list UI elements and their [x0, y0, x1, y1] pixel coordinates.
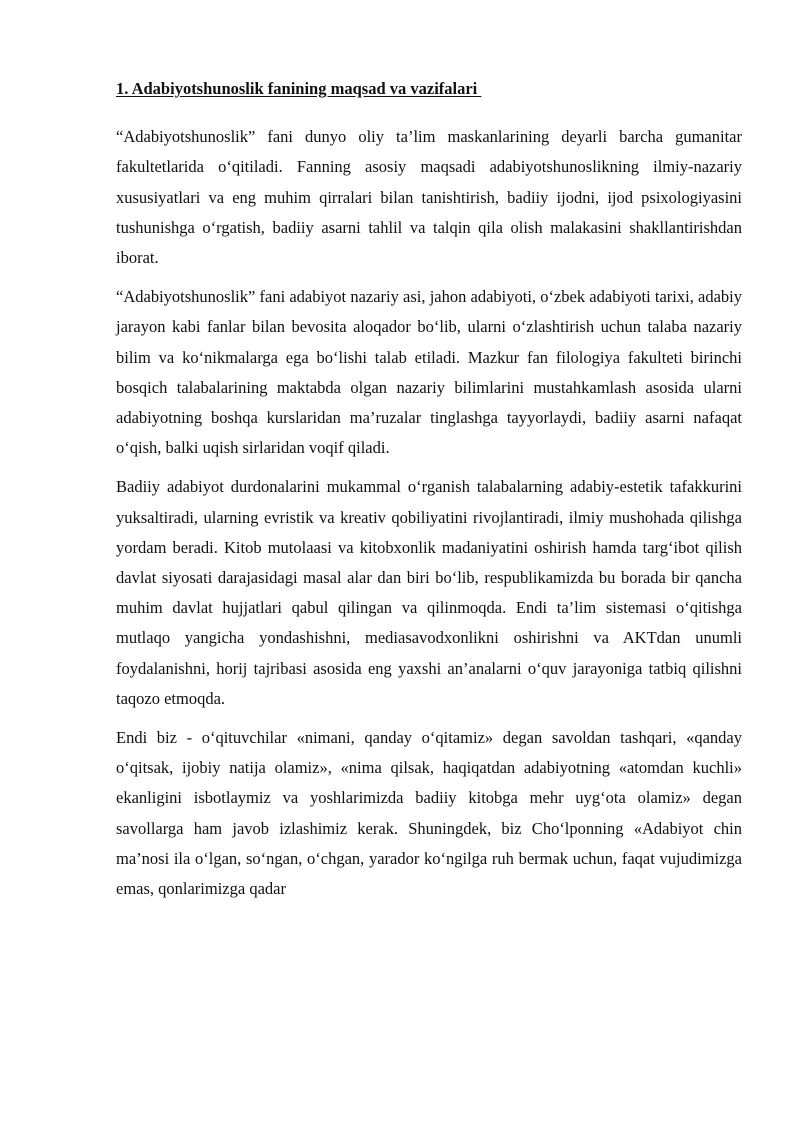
- section-heading: 1. Adabiyotshunoslik fanining maqsad va vazifalari: [116, 79, 482, 98]
- paragraph-1: “Adabiyotshunoslik” fani dunyo oliy ta’lim maskanlarining deyarli barcha gumanitar fakultetlarida o‘qitiladi. Fanning asosiy maqsadi adabiyotshunoslikning ilmiy-nazariy xususiyatlari va eng muhim qirralari bilan tanishtirish, badiiy ijodni, ijod psixologiyasini tushunishga o‘rgatish, badiiy asarni tahlil va talqin qila olish malakasini shakllantirishdan iborat.: [116, 127, 742, 268]
- paragraph-2: “Adabiyotshunoslik” fani adabiyot nazariy asi, jahon adabiyoti, o‘zbek adabiyoti tarixi, adabiy jarayon kabi fanlar bilan bevosita aloqador bo‘lib, ularni o‘zlashtirish uchun talaba nazariy bilim va ko‘nikmalarga ega bo‘lishi talab etiladi. Mazkur fan filologiya fakulteti birinchi bosqich talabalarining maktabda olgan nazariy bilimlarini mustahkamlash asosida ularni adabiyotning boshqa kurslaridan ma’ruzalar tinglashga tayyorlaydi, badiiy asarni nafaqat o‘qish, balki uqish sirlaridan voqif qiladi.: [116, 287, 742, 458]
- paragraph-4: Endi biz - o‘qituvchilar «nimani, qanday o‘qitamiz» degan savoldan tashqari, «qanday o‘qitsak, ijobiy natija olamiz», «nima qilsak, haqiqatdan adabiyotning «atomdan kuchli» ekanligini isbotlaymiz va yoshlarimizda badiiy kitobga mehr uyg‘ota olamiz» degan savollarga ham javob izlashimiz kerak. Shuningdek, biz Cho‘lponning «Adabiyot chin ma’nosi ila o‘lgan, so‘ngan, o‘chgan, yarador ko‘ngilga ruh bermak uchun, faqat vujudimizga emas, qonlarimizga qadar: [116, 728, 742, 899]
- paragraph-3: Badiiy adabiyot durdonalarini mukammal o‘rganish talabalarning adabiy-estetik tafakkurini yuksaltiradi, ularning evristik va kreativ qobiliyatini rivojlantiradi, ilmiy mushohada qilishga yordam beradi. Kitob mutolaasi va kitobxonlik madaniyatini oshirish hamda targ‘ibot qilish davlat siyosati darajasidagi masal alar dan biri bo‘lib, respublikamizda bu borada bir qancha muhim davlat hujjatlari qabul qilingan va qilinmoqda. Endi ta’lim sistemasi o‘qitishga mutlaqo yangicha yondashishni, mediasavodxonlikni oshirishni va AKTdan unumli foydalanishni, horij tajribasi asosida eng yaxshi an’analarni o‘quv jarayoniga tatbiq qilishni taqozo etmoqda.: [116, 477, 742, 708]
- document-page: [116, 74, 742, 913]
